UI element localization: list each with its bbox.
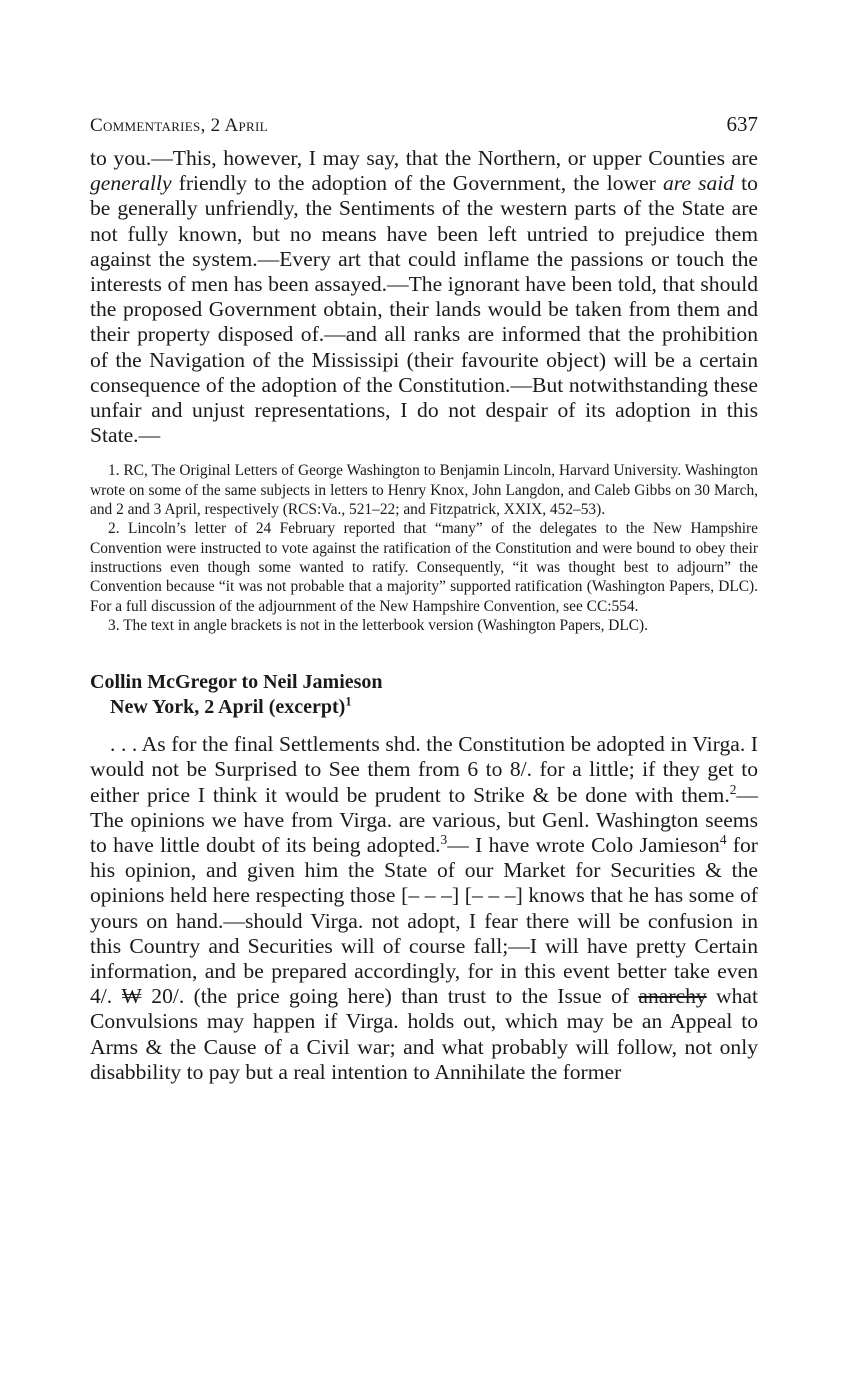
letter-text-6: what Convulsions may happen if Virga. holds out, which may be an Appeal to Arms & the Cause of a Civil war; and what probably will follow, not only disabbility to pay but a real intention to Annihilate the former — [90, 984, 759, 1084]
footnotes — [90, 461, 758, 635]
letter-text-5: 20/. (the price going here) than trust to the Issue of — [141, 984, 639, 1009]
document-subtitle-text: New York, 2 April (excerpt) — [110, 696, 346, 719]
footnote-1: 1. RC, The Original Letters of George Washington to Benjamin Lincoln, Harvard University. Washington wrote on some of the same subjects in letters to Henry Knox, John Langdon, and Caleb Gibbs on 30 March, and 2 and 3 April, respectively (RCS:Va., 521–22; and Fitzpatrick, XXIX, 452–53). — [90, 462, 758, 519]
struck-word: anarchy — [638, 984, 707, 1009]
document-title: Collin McGregor to Neil Jamieson — [90, 671, 383, 694]
note-ref-3: 3 — [440, 831, 448, 847]
footnote-2: 2. Lincoln’s letter of 24 February reported that “many” of the delegates to the New Hampshire Convention were instructed to vote against the ratification of the Constitution and were bound to obey their instructions even though some wanted to ratify. Consequently, “it was thought best to adjourn” the Convention because “it was not probable that a majority” supported ratification (Washington Papers, DLC). For a full discussion of the adjournment of the New Hampshire Convention, see CC:554. — [90, 520, 758, 615]
continuation-paragraph — [90, 146, 758, 448]
per-symbol: ₩ — [121, 984, 142, 1009]
continuation-text-3: to be generally unfriendly, the Sentiments of the western parts of the State are not fully known, but no means have been left untried to prejudice them against the system.—Every art that could inflame the passions or touch the interests of men has been assayed.—The ignorant have been told, that should the proposed Government obtain, their lands would be taken from them and their property disposed of.—and all ranks are informed that the prohibition of the Navigation of the Mississipi (their favourite object) will be a certain consequence of the adoption of the Constitution.—But notwithstanding these unfair and unjust representations, I do not despair of its adoption in this State.— — [90, 171, 758, 448]
letter-paragraph — [90, 732, 758, 1085]
continuation-italic-1: generally — [90, 171, 172, 196]
running-head-title: Commentaries, 2 April — [90, 115, 268, 136]
running-head — [90, 112, 758, 146]
letter-text-4: for his opinion, and given him the State of our Market for Securities & the opinions held here respecting those [– – –] [– – –] knows that he has some of yours on hand.—should Virga. not adopt, I fear there will be confusion in this Country and Securities will of course fall;—I will have pretty Certain information, and be prepared accordingly, for in this event better take even 4/. — [90, 832, 758, 1009]
document-subtitle — [110, 695, 758, 720]
letter-text-1: . . . As for the final Settlements shd. the Constitution be adopted in Virga. I would not be Surprised to See them from 6 to 8/. for a little; if they get to either price I think it would be prudent to Strike & be done with them. — [90, 732, 758, 807]
letter-text-3: — I have wrote Colo Jamieson — [447, 832, 720, 857]
letter-text-2: —The opinions we have from Virga. are various, but Genl. Washington seems to have little doubt of its being adopted. — [90, 782, 758, 857]
note-ref-2: 2 — [729, 781, 737, 797]
continuation-text-2: friendly to the adoption of the Government, the lower — [171, 171, 663, 196]
footnote-3: 3. The text in angle brackets is not in the letterbook version (Washington Papers, DLC). — [108, 616, 649, 634]
continuation-text-1: to you.—This, however, I may say, that the Northern, or upper Counties are — [90, 146, 758, 170]
page-number: 637 — [726, 112, 758, 136]
note-ref-4: 4 — [719, 831, 727, 847]
subtitle-note-ref: 1 — [345, 694, 352, 709]
document-page — [90, 112, 758, 1085]
document-section — [90, 670, 758, 1085]
continuation-italic-2: are said — [662, 171, 735, 196]
